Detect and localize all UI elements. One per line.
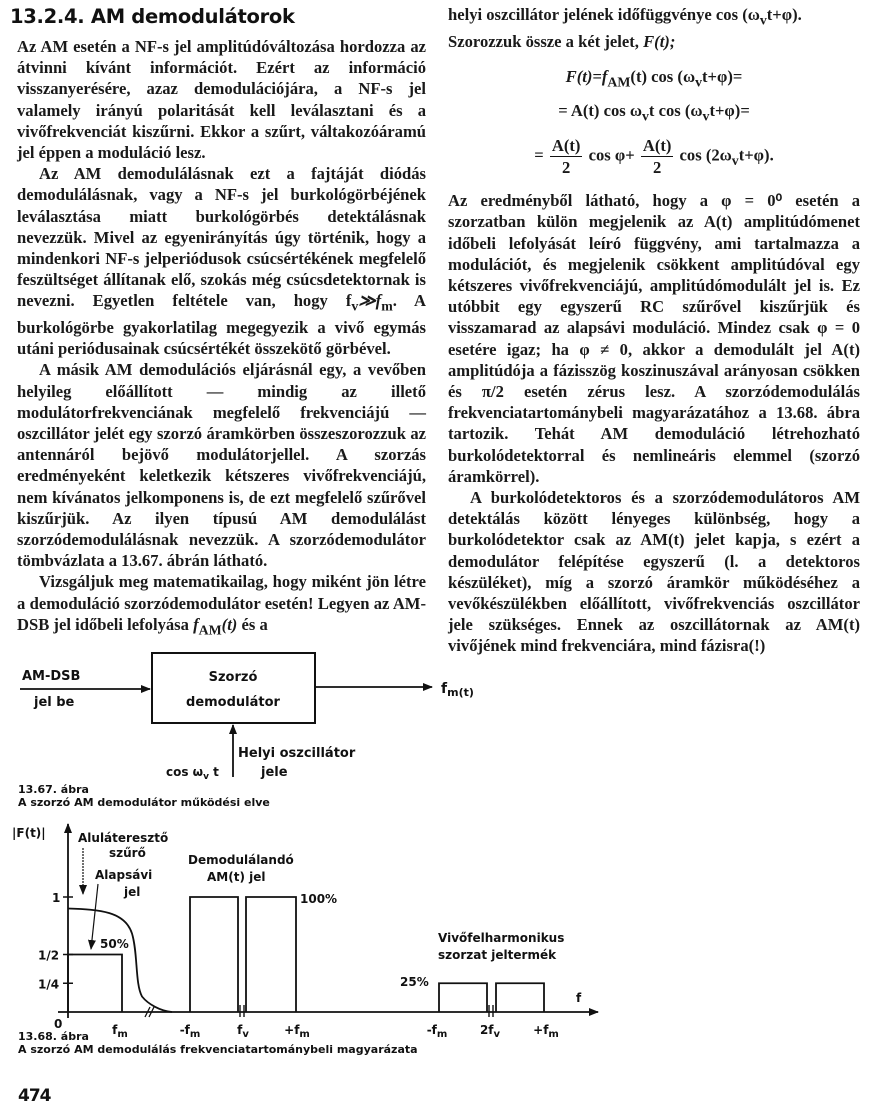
- x-tick-label-sub: m: [436, 1029, 448, 1040]
- subscript: v: [702, 108, 710, 124]
- x-tick-label-main: 2f: [479, 1023, 494, 1037]
- subscript: v: [731, 152, 739, 168]
- output-label-sub: m: [447, 686, 459, 699]
- oscillator-signal-label: [166, 765, 219, 782]
- equation-line: [448, 100, 860, 127]
- annotation-percent: 50%: [100, 937, 129, 951]
- y-axis-label: |F(t)|: [12, 826, 46, 840]
- eq-term: (t) cos (ω: [630, 66, 696, 86]
- annotation-harmonic: szorzat jeltermék: [438, 948, 557, 962]
- math-symbol: F(t);: [643, 31, 676, 51]
- osc-signal: cos ω: [166, 765, 204, 779]
- paragraph-text: Vizsgáljuk meg matematikailag, hogy miként jön létre a demoduláció szorzódemodulátor esetén! Legyen az AM-DSB jel időbeli lefolyása: [17, 572, 426, 634]
- output-label: [441, 681, 474, 699]
- x-tick-label-sub: m: [299, 1029, 310, 1040]
- paragraph-text: és a: [237, 614, 268, 634]
- osc-signal-tail: t: [208, 765, 219, 779]
- eq-term: t+φ)=: [709, 101, 750, 121]
- x-tick-label-main: f: [112, 1023, 118, 1037]
- annotation-percent: 25%: [400, 975, 429, 989]
- input-label: AM-DSB: [22, 669, 81, 684]
- denominator: 2: [562, 157, 571, 177]
- section-heading: [10, 5, 295, 28]
- output-label-tail: (t): [458, 686, 474, 699]
- eq-term: f: [601, 66, 608, 86]
- annotation-am-signal: AM(t) jel: [207, 870, 266, 884]
- oscillator-label: Helyi oszcillátor: [238, 746, 356, 761]
- x-tick-label-sub: v: [242, 1029, 249, 1040]
- math-symbol: f: [193, 614, 199, 634]
- right-column: [448, 4, 860, 657]
- eq-term: cos (2ω: [675, 145, 732, 165]
- eq-term: = A(t) cos ω: [558, 101, 642, 121]
- paragraph: Az eredményből látható, hogy a φ = 0⁰ esetén a szorzatban külön megjelenik az A(t) amplitúdómenet időbeli lefolyását leíró függvény, ami tartalmazza a modulációt, és megjelenik csökkent amplitúdóval egy kétszeres vivőfrekvenciájú, amplitúdómodulált jel is. Ez utóbbit egy egyszerű RC szűrővel kiszűrjük és visszamarad az alapsávi moduláció. Mindez csak φ = 0 esetére igaz; ha φ ≠ 0, akkor a demodulált jel A(t) amplitúdója a fázisszög koszinuszával arányosan csökken és π/2 esetén zérus lesz. A szorzódemodulálás frekvenciatartománybeli magyarázatához a 13.68. ábra tartozik. Tehát AM demoduláció létrehozható burkolódetektorral és nemlineáris elemmel (szorzó áramkörrel).: [448, 191, 860, 486]
- equation-block: [448, 66, 860, 178]
- math-symbol: (t): [221, 614, 238, 634]
- x-tick-label-main: -f: [179, 1023, 190, 1037]
- section-number: 13.2.4.: [10, 5, 85, 28]
- paragraph: [17, 163, 426, 359]
- spectrum-band: [68, 955, 122, 1013]
- x-tick-label: [427, 1023, 448, 1040]
- chart-layer: [12, 824, 598, 1040]
- block-label: Szorzó: [208, 670, 258, 685]
- paragraph-text: t+φ).: [766, 5, 802, 24]
- paragraph-text: helyi oszcillátor jelének időfüggvénye cos (ω: [448, 5, 760, 24]
- annotation-lowpass-filter: Aluláteresztő: [78, 831, 169, 845]
- annotation-baseband: Alapsávi: [95, 868, 153, 882]
- numerator: A(t): [641, 135, 674, 157]
- eq-term: t+φ).: [738, 145, 774, 165]
- subscript: v: [351, 298, 359, 314]
- subscript: v: [695, 74, 702, 90]
- figure-caption: [18, 783, 270, 809]
- left-column: [17, 36, 426, 640]
- lowpass-filter-curve: [68, 909, 172, 1013]
- page-number: 474: [18, 1086, 51, 1106]
- paragraph-text: Szorozzuk össze a két jelet,: [448, 31, 644, 51]
- annotation-am-signal: Demodulálandó: [188, 853, 294, 867]
- demodulator-block: [152, 653, 315, 723]
- baseband-pointer-arrow: [91, 884, 98, 949]
- y-tick-label: 0: [54, 1017, 63, 1031]
- eq-term: cos φ+: [584, 145, 635, 165]
- paragraph-text: . A burkológörbe gyakorlatilag megegyezik a vivő egymás utáni periódusainak csúcsértékét összekötő görbével.: [17, 291, 426, 359]
- equation-line: [448, 66, 860, 93]
- paragraph: A burkolódetektoros és a szorzódemodulátoros AM detektálás között lényeges különbség, hogy a burkolódetektor csak az AM(t) jelet kapja, s ezért a demodulátor felépítése egyszerű (l. a detektoros készüléket), míg a szorzó áramkör működéséhez a vevőkészülékben előállított, vivőfrekvenciás oszcillátor jele szükséges. Ennek az oszcillátornak az AM(t) vivőjének mind frekvenciára, mind fázisra(!): [448, 488, 860, 656]
- block-label: demodulátor: [186, 695, 280, 710]
- subscript: m: [381, 298, 393, 314]
- subscript: v: [759, 12, 767, 28]
- equation-line: [448, 135, 860, 178]
- x-tick-label-main: +f: [284, 1023, 300, 1037]
- annotation-harmonic: Vivőfelharmonikus: [438, 931, 565, 945]
- section-title: AM demodulátorok: [90, 5, 295, 28]
- output-label-f: f: [441, 681, 448, 697]
- subscript: AM: [198, 622, 222, 638]
- paragraph: [448, 4, 860, 52]
- annotation-lowpass-filter: szűrő: [109, 846, 146, 860]
- x-tick-label-sub: m: [117, 1029, 128, 1040]
- x-axis-label: f: [576, 991, 582, 1005]
- spectrum-chart: [0, 812, 871, 1042]
- caption-text: A szorzó AM demodulálás frekvenciatartománybeli magyarázata: [18, 1043, 418, 1056]
- annotation-baseband: jel: [124, 885, 141, 899]
- eq-term: t cos (ω: [648, 101, 703, 121]
- eq-term: =: [534, 145, 544, 165]
- x-tick-label-sub: m: [189, 1029, 201, 1040]
- numerator: A(t): [550, 135, 583, 157]
- osc-signal-sub: v: [203, 772, 209, 782]
- y-tick-label: 1/4: [38, 977, 60, 992]
- x-tick-label: [533, 1023, 559, 1040]
- oscillator-label: jele: [261, 765, 288, 780]
- figure-caption: [18, 1030, 418, 1056]
- x-tick-label-main: f: [237, 1023, 243, 1037]
- spectrum-band: [246, 897, 296, 1012]
- fraction: [550, 135, 583, 178]
- paragraph: A másik AM demodulációs eljárásnál egy, a vevőben helyileg előállított — mindig az illető modulátorfrekvenciának megfelelő frekvenciájú — oszcillátor jelét egy szorzó áramkörben összeszorozzuk az antennáról bejövő modulátorjellel. A szorzás eredményeként keletkezik kétszeres vivőfrekvenciájú, nem kívánatos jelkomponens is, de ezt megfelelő szűrővel kiszűrjük. Az ilyen típusú AM demodulálást szorzódemodulálásnak nevezzük. A szorzódemodulátor tömbvázlata a 13.67. ábrán látható.: [17, 360, 426, 571]
- annotation-percent: 100%: [300, 892, 338, 906]
- x-tick-label-main: +f: [533, 1023, 549, 1037]
- y-tick-label: 1/2: [38, 948, 60, 963]
- y-tick-label: 1: [52, 891, 61, 905]
- input-label: jel be: [34, 695, 75, 710]
- spectrum-band: [496, 983, 544, 1012]
- eq-term: t+φ)=: [702, 66, 743, 86]
- paragraph: [17, 571, 426, 640]
- caption-number: 13.68. ábra: [18, 1030, 89, 1043]
- caption-number: 13.67. ábra: [18, 783, 89, 796]
- subscript: AM: [607, 74, 631, 90]
- math-symbol: ≫f: [358, 291, 382, 311]
- x-tick-label-sub: m: [548, 1029, 559, 1040]
- caption-text: A szorzó AM demodulátor működési elve: [18, 796, 270, 809]
- denominator: 2: [652, 157, 662, 177]
- paragraph-text: Az AM demodulálásnak ezt a fajtáját diódás demodulálásnak, vagy a NF-s jel burkológörbéjének leválasztása miatt burkológörbés detektálásnak nevezzük. Mivel az egyenirányítás úgy történik, hogy a mindenkori NF-s jelperiódusok csúcsértékének megfelelő feszültséget állítanak elő, szokás még csúcsdetektornak is nevezni. Egyetlen feltétele van, hogy f: [17, 164, 426, 311]
- spectrum-band: [439, 983, 487, 1012]
- x-tick-label-main: -f: [426, 1023, 437, 1037]
- paragraph: Az AM esetén a NF-s jel amplitúdóváltozása hordozza az átvinni kívánt információt. Ezért az információ visszanyerésére, azaz demodulációjára, a NF-s jel valamely irányú polaritását kell leválasztani és a vivőfrekvenciát kiszűrni. Ekkor a szűrt, váltakozóáramú jel éppen a moduláció lesz.: [17, 37, 426, 163]
- x-tick-label-sub: v: [493, 1029, 501, 1040]
- x-tick-label: [480, 1023, 501, 1040]
- fraction: [641, 135, 674, 178]
- eq-term: F(t)=: [565, 66, 602, 86]
- subscript: v: [642, 108, 649, 124]
- spectrum-band: [190, 897, 238, 1012]
